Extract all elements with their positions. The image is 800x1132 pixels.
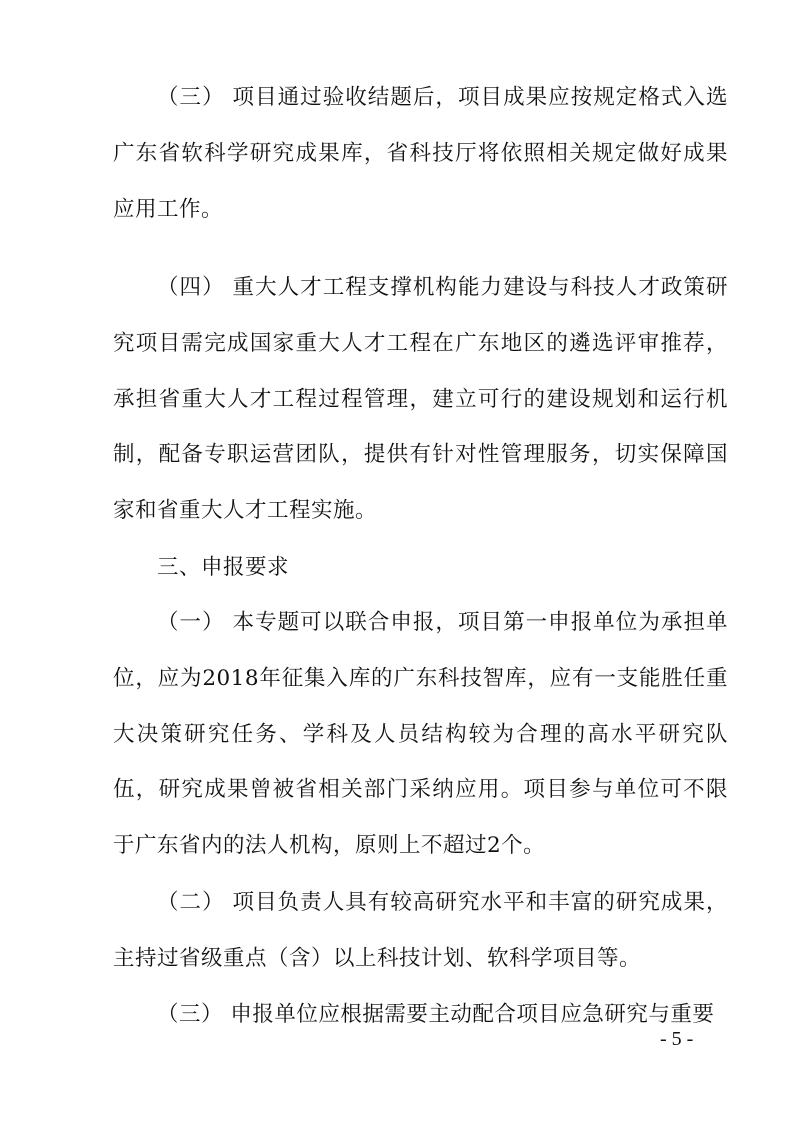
paragraph-talent-project: （四） 重大人才工程支撑机构能力建设与科技人才政策研究项目需完成国家重大人才工程在广东地区的遴选评审推荐，承担省重大人才工程过程管理，建立可行的建设规划和运行机制，配备专职运营团队，提供有针对性管理服务，切实保障国家和省重大人才工程实施。 [113, 275, 728, 524]
page-number: - 5 - [660, 1028, 694, 1050]
paragraph-project-leader: （二） 项目负责人具有较高研究水平和丰富的研究成果，主持过省级重点（含）以上科技计划、软科学项目等。 [113, 890, 728, 971]
paragraph-cooperation: （三） 申报单位应根据需要主动配合项目应急研究与重要 [157, 1002, 715, 1027]
paragraph-acceptance-results: （三） 项目通过验收结题后，项目成果应按规定格式入选广东省软科学研究成果库，省科技厅将依照相关规定做好成果应用工作。 [113, 85, 728, 222]
section-heading-requirements: 三、申报要求 [157, 555, 290, 580]
paragraph-joint-application: （一） 本专题可以联合申报，项目第一申报单位为承担单位，应为2018年征集入库的广东科技智库，应有一支能胜任重大决策研究任务、学科及人员结构较为合理的高水平研究队伍，研究成果曾被省相关部门采纳应用。项目参与单位可不限于广东省内的法人机构，原则上不超过2个。 [113, 610, 728, 859]
